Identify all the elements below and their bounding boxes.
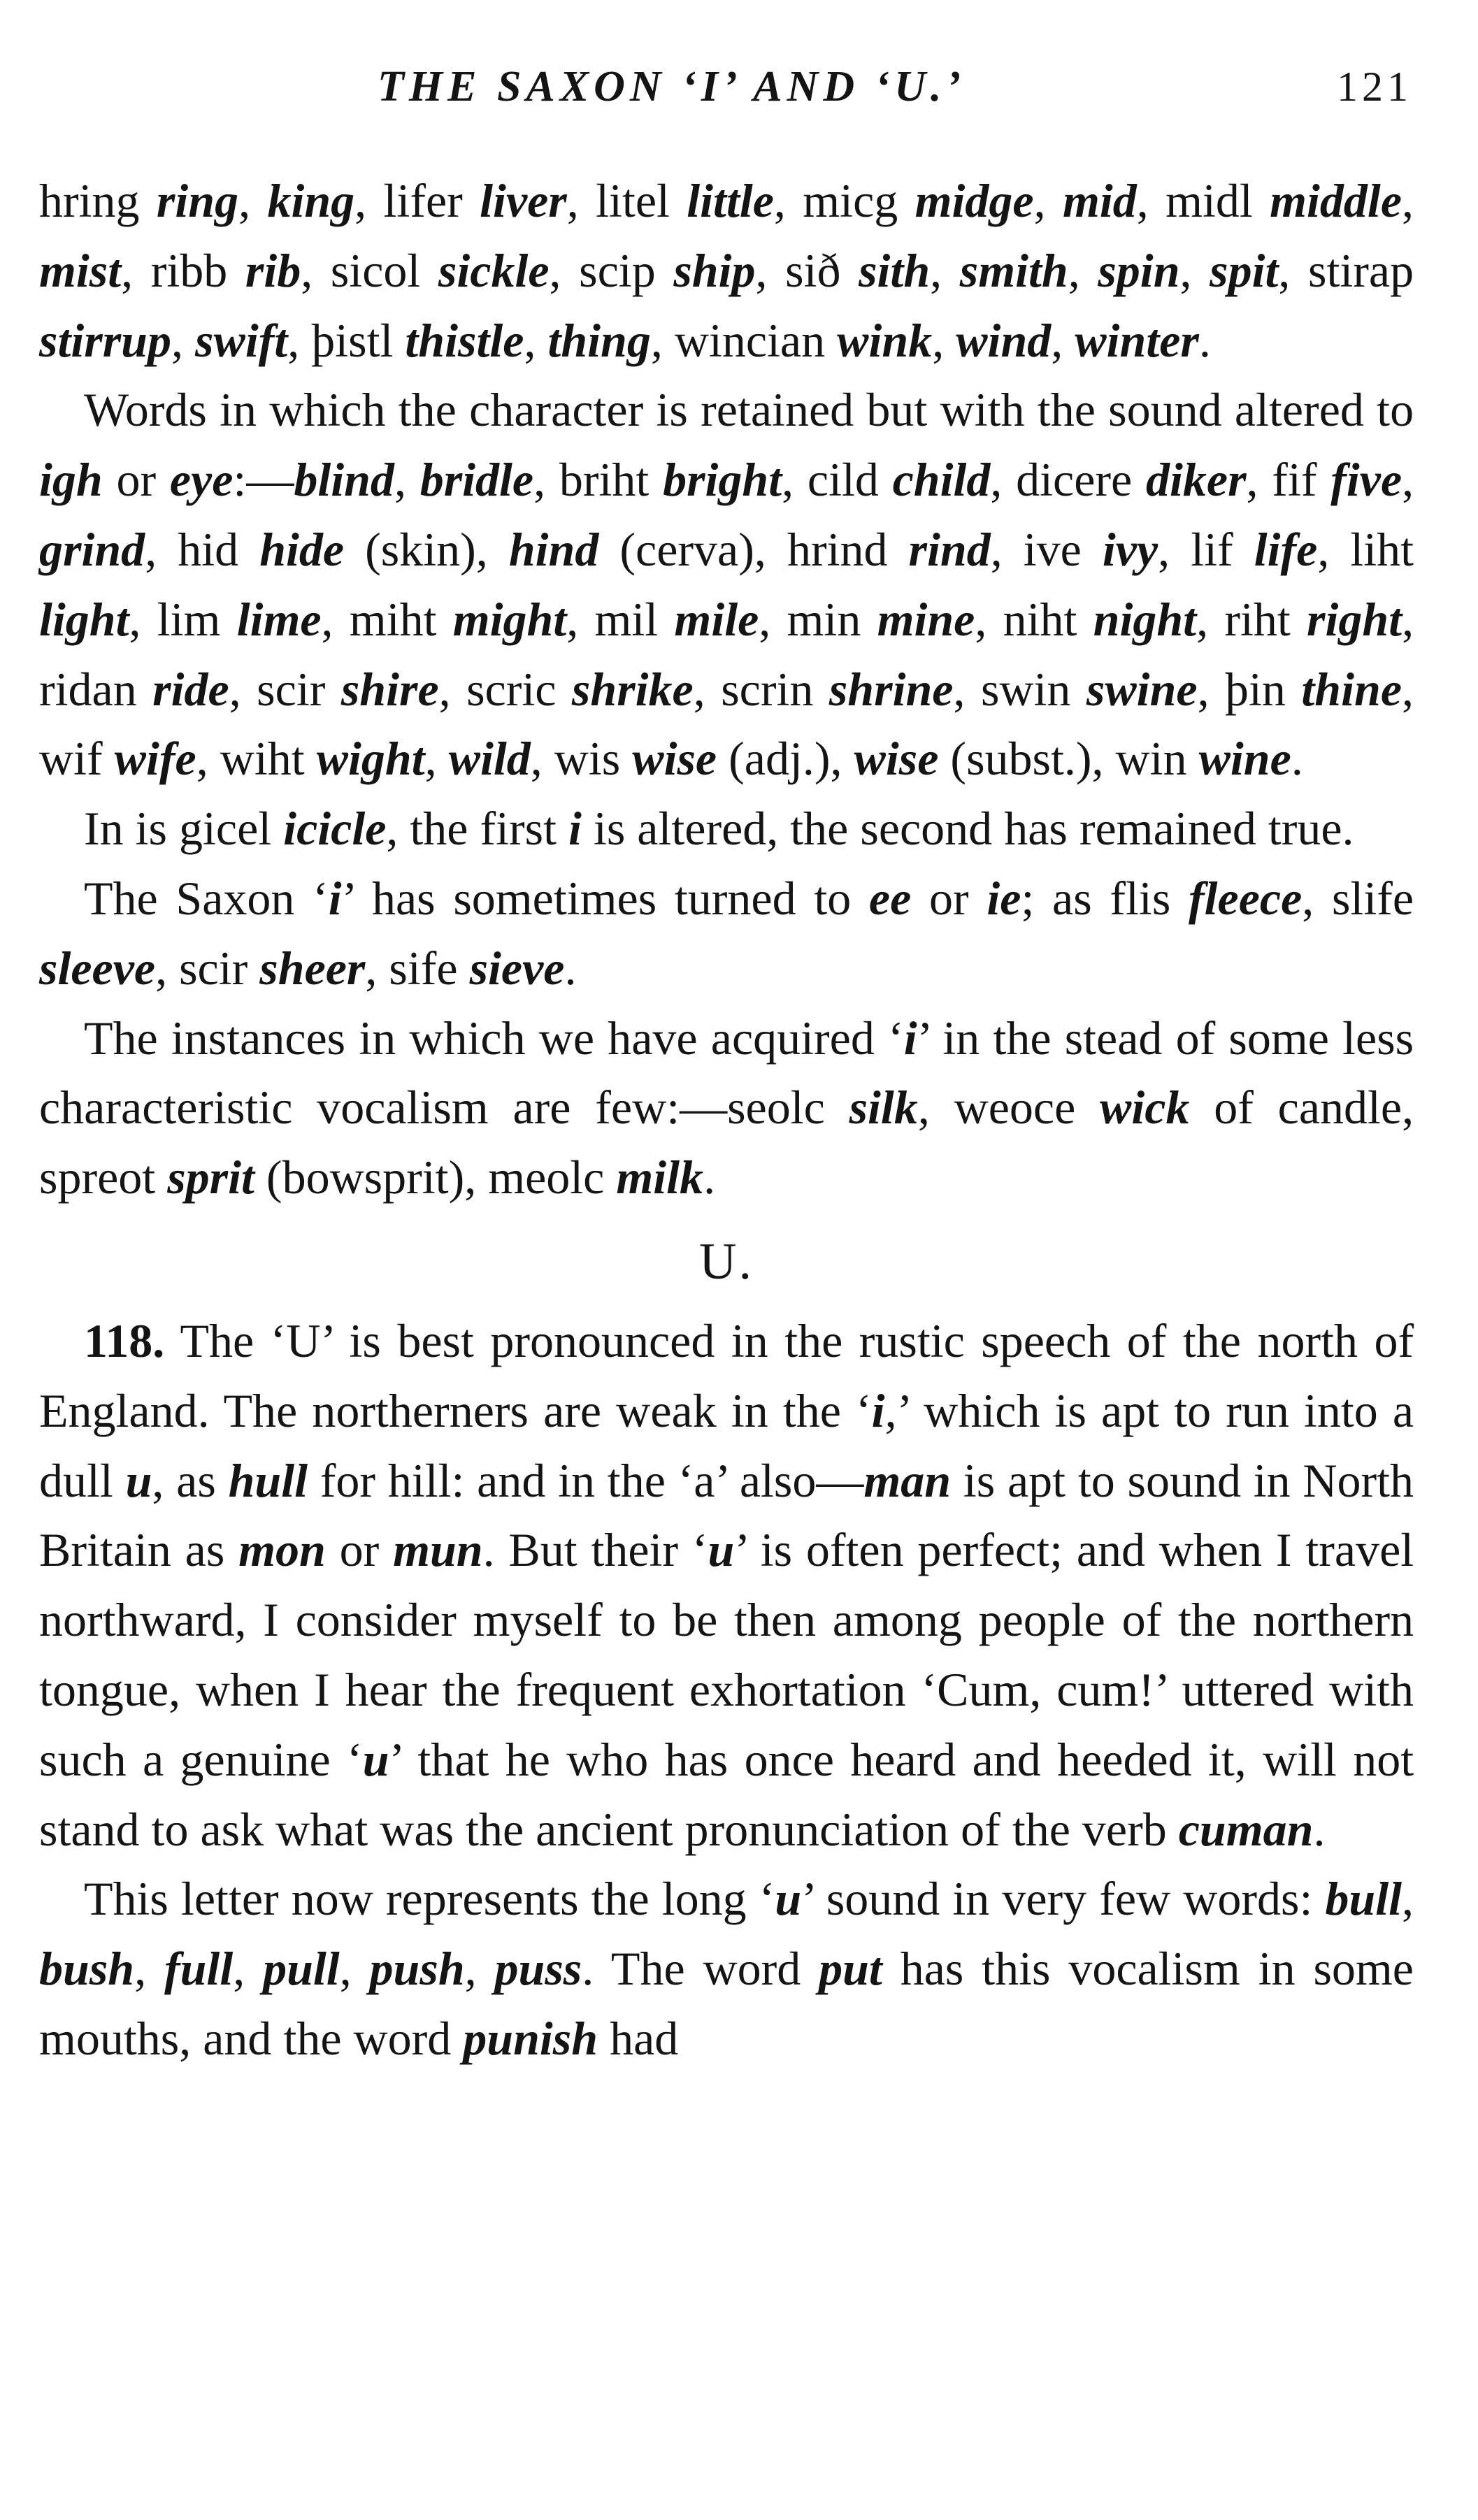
acquired-i-paragraph: The instances in which we have acquired ‘i’ in the stead of some less characteristic vocalism are few:—seolc silk, weoce wick of candle, spreot sprit (bowsprit), meolc milk.	[39, 1011, 1414, 1204]
section-number: 118.	[84, 1313, 165, 1367]
icicle-paragraph: In is gicel icicle, the first i is altered, the second has remained true.	[84, 802, 1354, 856]
body-text	[39, 166, 1414, 2074]
running-title: THE SAXON ‘I’ AND ‘U.’	[378, 63, 966, 110]
section-heading: U.	[699, 1232, 754, 1290]
running-head	[0, 52, 1478, 122]
section-118-text: The ‘U’ is best pronounced in the rustic speech of the north of England. The northerners are weak in the ‘i,’ which is apt to run into a dull u, as hull for hill: and in the ‘a’ also—man is apt to sound in North Britain as mon or mun. But their ‘u’ is often perfect; and when I travel northward, I consider myself to be then among people of the northern tongue, when I hear the frequent exhortation ‘Cum, cum!’ uttered with such a genuine ‘u’ that he who has once heard and heeded it, will not stand to ask what was the ancient pronunciation of the verb cuman.	[39, 1313, 1414, 1856]
ee-ie-paragraph: The Saxon ‘i’ has sometimes turned to ee or ie; as flis fleece, slife sleeve, scir sheer, sife sieve.	[39, 871, 1414, 995]
page-number: 121	[1337, 64, 1412, 110]
section-118-paragraph	[39, 1306, 1414, 1864]
word-list-paragraph: hring ring, king, lifer liver, litel little, micg midge, mid, midl middle, mist, ribb rib, sicol sickle, scip ship, sið sith, smith, spin, spit, stirap stirrup, swift, þistl thistle, thing, wincian wink, wind, winter.	[39, 174, 1414, 367]
altered-sound-paragraph: Words in which the character is retained but with the sound altered to igh or eye:—blind, bridle, briht bright, cild child, dicere diker, fif five, grind, hid hide (skin), hind (cerva), hrind rind, ive ivy, lif life, liht light, lim lime, miht might, mil mile, min mine, niht night, riht right, ridan ride, scir shire, scric shrike, scrin shrine, swin swine, þin thine, wif wife, wiht wight, wild, wis wise (adj.), wise (subst.), win wine.	[39, 383, 1414, 786]
long-u-paragraph: This letter now represents the long ‘u’ sound in very few words: bull, bush, full, pull, push, puss. The word put has this vocalism in some mouths, and the word punish had	[39, 1872, 1414, 2065]
